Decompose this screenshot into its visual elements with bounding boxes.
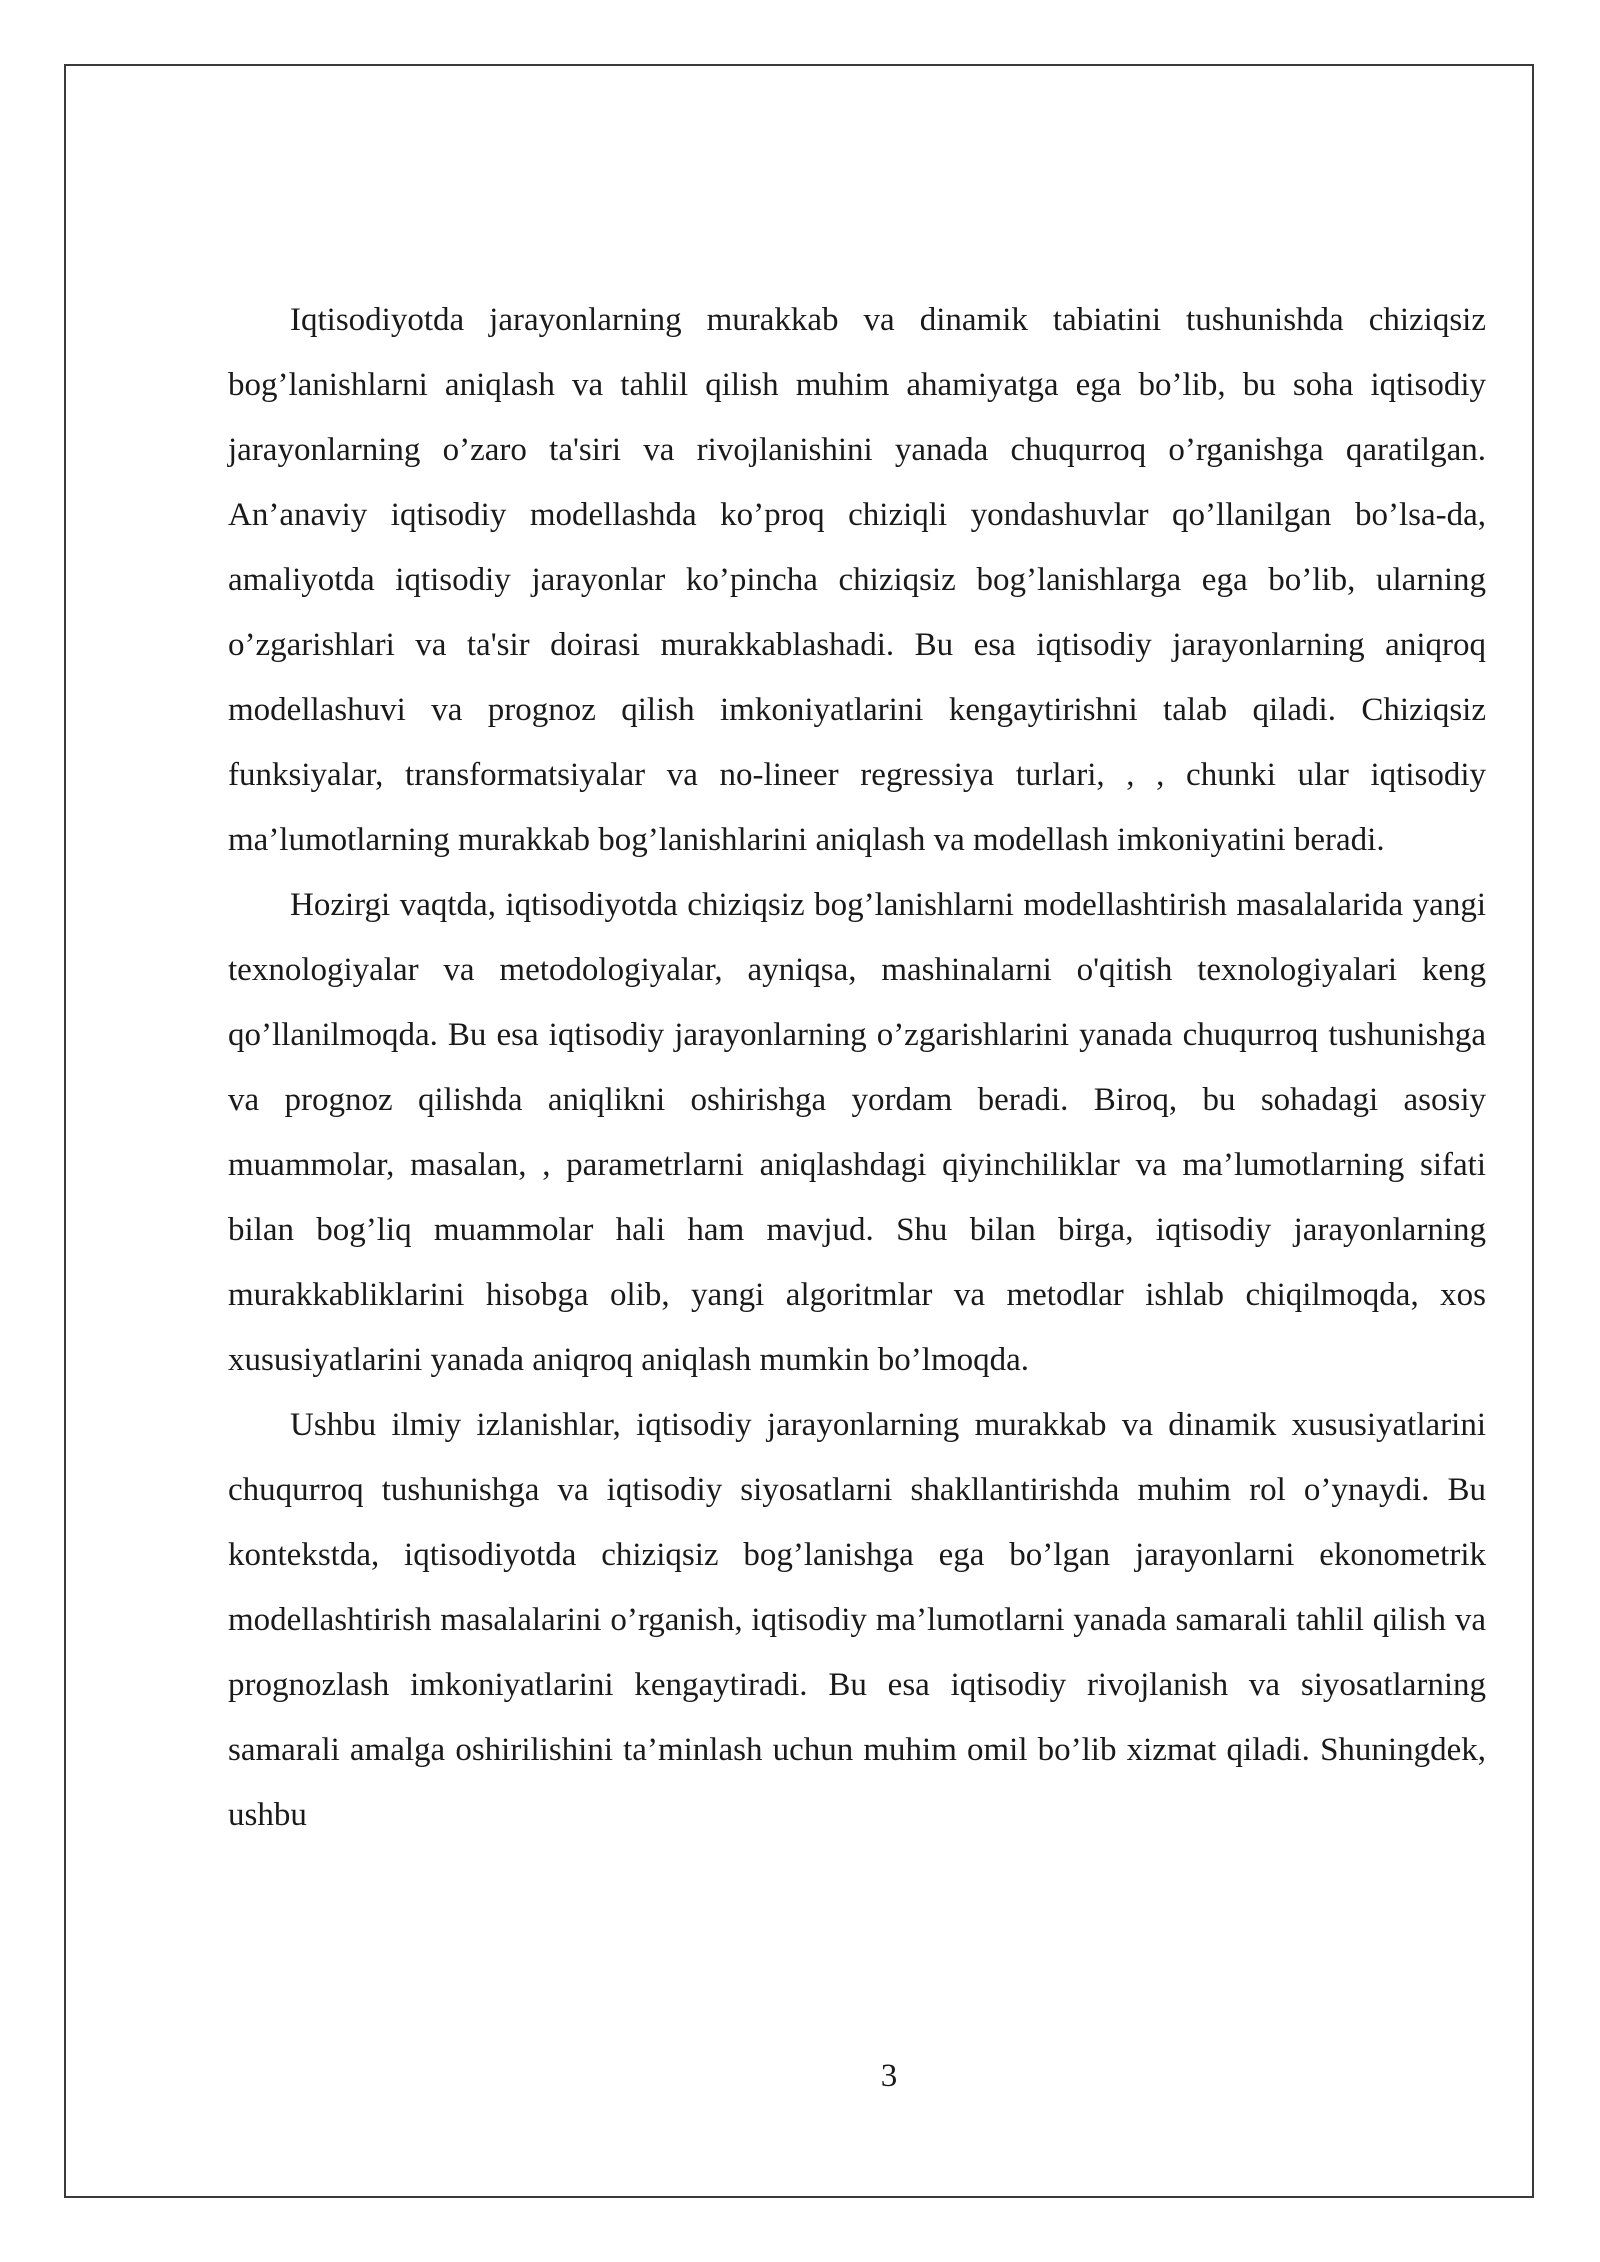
paragraph-2: Hozirgi vaqtda, iqtisodiyotda chiziqsiz bog’lanishlarni modellashtirish masalalarida yangi texnologiyalar va metodologiyalar, ayniqsa, mashinalarni o'qitish texnologiyalari keng qo’llanilmoqda. Bu esa iqtisodiy jarayonlarning o’zgarishlarini yanada chuqurroq tushunishga va prognoz qilishda aniqlikni oshirishga yordam beradi. Biroq, bu sohadagi asosiy muammolar, masalan, , parametrlarni aniqlashdagi qiyinchiliklar va ma’lumotlarning sifati bilan bog’liq muammolar hali ham mavjud. Shu bilan birga, iqtisodiy jarayonlarning murakkabliklarini hisobga olib, yangi algoritmlar va metodlar ishlab chiqilmoqda, xos xususiyatlarini yanada aniqroq aniqlash mumkin bo’lmoqda.: [228, 887, 1486, 1378]
document-body: [228, 288, 1486, 1848]
paragraph-1: Iqtisodiyotda jarayonlarning murakkab va dinamik tabiatini tushunishda chiziqsiz bog’lanishlarni aniqlash va tahlil qilish muhim ahamiyatga ega bo’lib, bu soha iqtisodiy jarayonlarning o’zaro ta'siri va rivojlanishini yanada chuqurroq o’rganishga qaratilgan. An’anaviy iqtisodiy modellashda ko’proq chiziqli yondashuvlar qo’llanilgan bo’lsa-da, amaliyotda iqtisodiy jarayonlar ko’pincha chiziqsiz bog’lanishlarga ega bo’lib, ularning o’zgarishlari va ta'sir doirasi murakkablashadi. Bu esa iqtisodiy jarayonlarning aniqroq modellashuvi va prognoz qilish imkoniyatlarini kengaytirishni talab qiladi. Chiziqsiz funksiyalar, transformatsiyalar va no-lineer regressiya turlari, , , chunki ular iqtisodiy ma’lumotlarning murakkab bog’lanishlarini aniqlash va modellash imkoniyatini beradi.: [228, 302, 1486, 858]
paragraph-3: Ushbu ilmiy izlanishlar, iqtisodiy jarayonlarning murakkab va dinamik xususiyatlarini chuqurroq tushunishga va iqtisodiy siyosatlarni shakllantirishda muhim rol o’ynaydi. Bu kontekstda, iqtisodiyotda chiziqsiz bog’lanishga ega bo’lgan jarayonlarni ekonometrik modellashtirish masalalarini o’rganish, iqtisodiy ma’lumotlarni yanada samarali tahlil qilish va prognozlash imkoniyatlarini kengaytiradi. Bu esa iqtisodiy rivojlanish va siyosatlarning samarali amalga oshirilishini ta’minlash uchun muhim omil bo’lib xizmat qiladi. Shuningdek, ushbu: [228, 1407, 1486, 1833]
page-number: 3: [880, 2058, 898, 2094]
